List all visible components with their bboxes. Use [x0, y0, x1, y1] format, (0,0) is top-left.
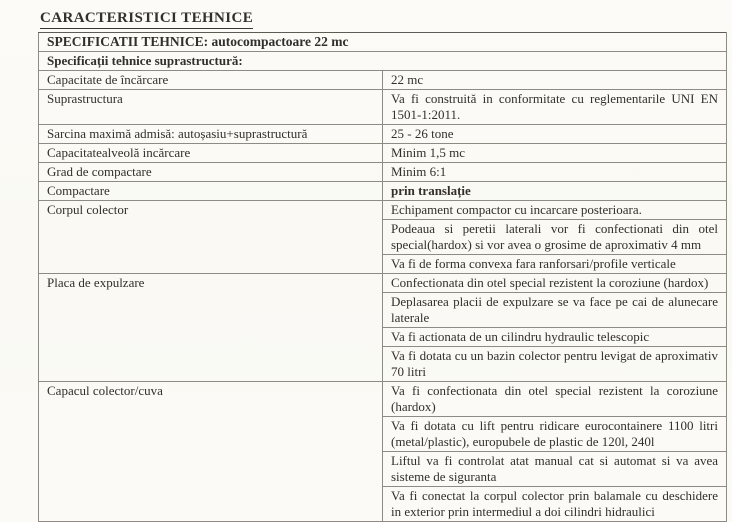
- spec-value-cell: Deplasarea placii de expulzare se va face pe cai de alunecare laterale: [383, 293, 727, 328]
- table-row: [39, 382, 727, 417]
- spec-label-cell: Compactare: [39, 182, 383, 201]
- table-section-header: Specificații tehnice suprastructură:: [39, 52, 727, 71]
- table-row: [39, 71, 727, 90]
- table-row: [39, 125, 727, 144]
- spec-value-cell: Va fi actionata de un cilindru hydraulic telescopic: [383, 328, 727, 347]
- spec-label-cell: Capacitate de încărcare: [39, 71, 383, 90]
- table-header-row: [39, 33, 727, 52]
- spec-value-cell: prin translație: [383, 182, 727, 201]
- table-row: [39, 90, 727, 125]
- spec-value-cell: Echipament compactor cu incarcare posterioara.: [383, 201, 727, 220]
- table-row: [39, 274, 727, 293]
- spec-value-cell: Podeaua si peretii laterali vor fi confectionati din otel special(hardox) si vor avea o grosime de aproximativ 4 mm: [383, 220, 727, 255]
- spec-value-cell: Va fi de forma convexa fara ranforsari/profile verticale: [383, 255, 727, 274]
- spec-value-cell: Liftul va fi controlat atat manual cat si automat si va avea sisteme de siguranta: [383, 452, 727, 487]
- spec-value-cell: Minim 1,5 mc: [383, 144, 727, 163]
- spec-value-cell: Va fi dotata cu lift pentru ridicare eurocontainere 1100 litri (metal/plastic), europubele de plastic de 120l, 240l: [383, 417, 727, 452]
- table-row: [39, 182, 727, 201]
- table-header: SPECIFICATII TEHNICE: autocompactoare 22 mc: [39, 33, 727, 52]
- spec-label-cell: Sarcina maximă admisă: autoșasiu+suprastructură: [39, 125, 383, 144]
- spec-value-cell: Va fi conectat la corpul colector prin balamale cu deschidere in exterior prin intermediul a doi cilindri hidraulici: [383, 487, 727, 522]
- spec-label-cell: Corpul colector: [39, 201, 383, 274]
- spec-value-cell: Confectionata din otel special rezistent la coroziune (hardox): [383, 274, 727, 293]
- spec-value-cell: Va fi dotata cu un bazin colector pentru levigat de aproximativ 70 litri: [383, 347, 727, 382]
- specifications-table: [38, 32, 727, 522]
- spec-label-cell: Suprastructura: [39, 90, 383, 125]
- spec-label-cell: Placa de expulzare: [39, 274, 383, 382]
- spec-label-cell: Capacul colector/cuva: [39, 382, 383, 522]
- table-row: [39, 163, 727, 182]
- spec-value-cell: 22 mc: [383, 71, 727, 90]
- table-row: [39, 201, 727, 220]
- document-title: [0, 0, 732, 32]
- spec-label-cell: Capacitatealveolă incărcare: [39, 144, 383, 163]
- spec-value-cell: Minim 6:1: [383, 163, 727, 182]
- document-title-text: CARACTERISTICI TEHNICE: [40, 10, 253, 29]
- spec-value-cell: Va fi construită in conformitate cu reglementarile UNI EN 1501-1:2011.: [383, 90, 727, 125]
- spec-value-cell: Va fi confectionata din otel special rezistent la coroziune (hardox): [383, 382, 727, 417]
- table-row: [39, 144, 727, 163]
- specifications-table-body: [39, 33, 727, 522]
- spec-label-cell: Grad de compactare: [39, 163, 383, 182]
- table-section-header-row: [39, 52, 727, 71]
- spec-value-cell: 25 - 26 tone: [383, 125, 727, 144]
